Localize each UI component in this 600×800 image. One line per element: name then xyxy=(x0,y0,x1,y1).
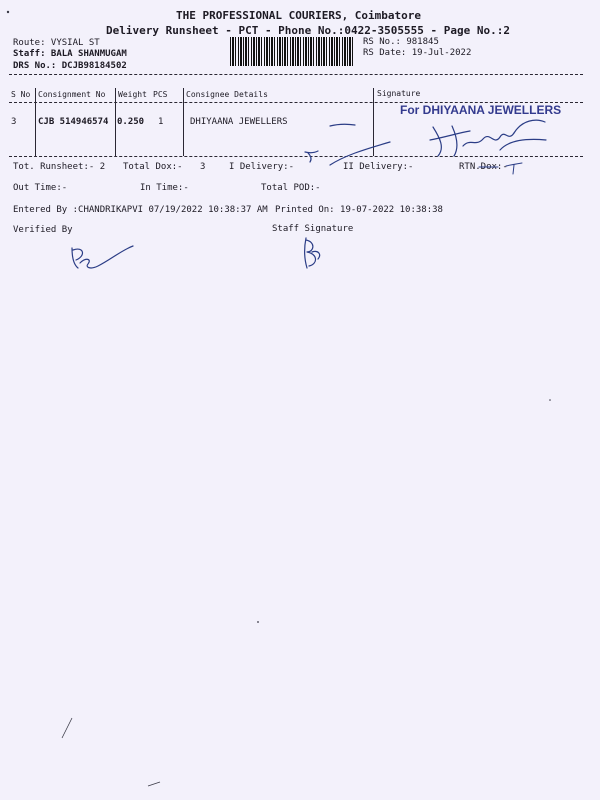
col-header-consignee: Consignee Details xyxy=(186,90,268,99)
out-time-label: Out Time:- xyxy=(13,183,68,193)
col-header-signature: Signature xyxy=(377,89,421,98)
row-consignee: DHIYAANA JEWELLERS xyxy=(190,117,288,127)
first-delivery-label: I Delivery:- xyxy=(229,162,295,172)
staff-label: Staff: BALA SHANMUGAM xyxy=(13,49,127,59)
runsheet-title: Delivery Runsheet - PCT - Phone No.:0422-3505555 - Page No.:2 xyxy=(106,24,510,37)
total-runsheet: Tot. Runsheet:- 2 xyxy=(13,162,106,172)
staff-signature-label: Staff Signature xyxy=(272,224,354,234)
rs-date: RS Date: 19-Jul-2022 xyxy=(363,48,472,58)
col-header-sno: S No xyxy=(11,90,31,99)
total-pod-label: Total POD:- xyxy=(261,183,321,193)
company-stamp: For DHIYAANA JEWELLERS xyxy=(400,103,562,117)
company-name: THE PROFESSIONAL COURIERS, Coimbatore xyxy=(176,9,422,22)
row-pcs: 1 xyxy=(158,117,164,127)
row-weight: 0.250 xyxy=(117,117,145,127)
verified-by-label: Verified By xyxy=(13,225,73,235)
total-dox-value: 3 xyxy=(200,162,206,172)
total-dox-label: Total Dox:- xyxy=(123,162,183,172)
row-consignment-no: CJB 514946574 xyxy=(38,117,109,127)
entered-by: Entered By :CHANDRIKAPVI 07/19/2022 10:38:37 AM xyxy=(13,205,268,215)
second-delivery-label: II Delivery:- xyxy=(343,162,414,172)
route-label: Route: VYSIAL ST xyxy=(13,38,100,48)
col-header-consignment: Consignment No xyxy=(38,90,106,99)
rtn-dox-label: RTN.Dox:- xyxy=(459,162,508,172)
printed-on: Printed On: 19-07-2022 10:38:38 xyxy=(275,205,443,215)
in-time-label: In Time:- xyxy=(140,183,189,193)
drs-number: DRS No.: DCJB98184502 xyxy=(13,61,127,71)
col-header-pcs: PCS xyxy=(153,90,168,99)
rs-number: RS No.: 981845 xyxy=(363,37,439,47)
row-sno: 3 xyxy=(11,117,17,127)
col-header-weight: Weight xyxy=(118,90,147,99)
